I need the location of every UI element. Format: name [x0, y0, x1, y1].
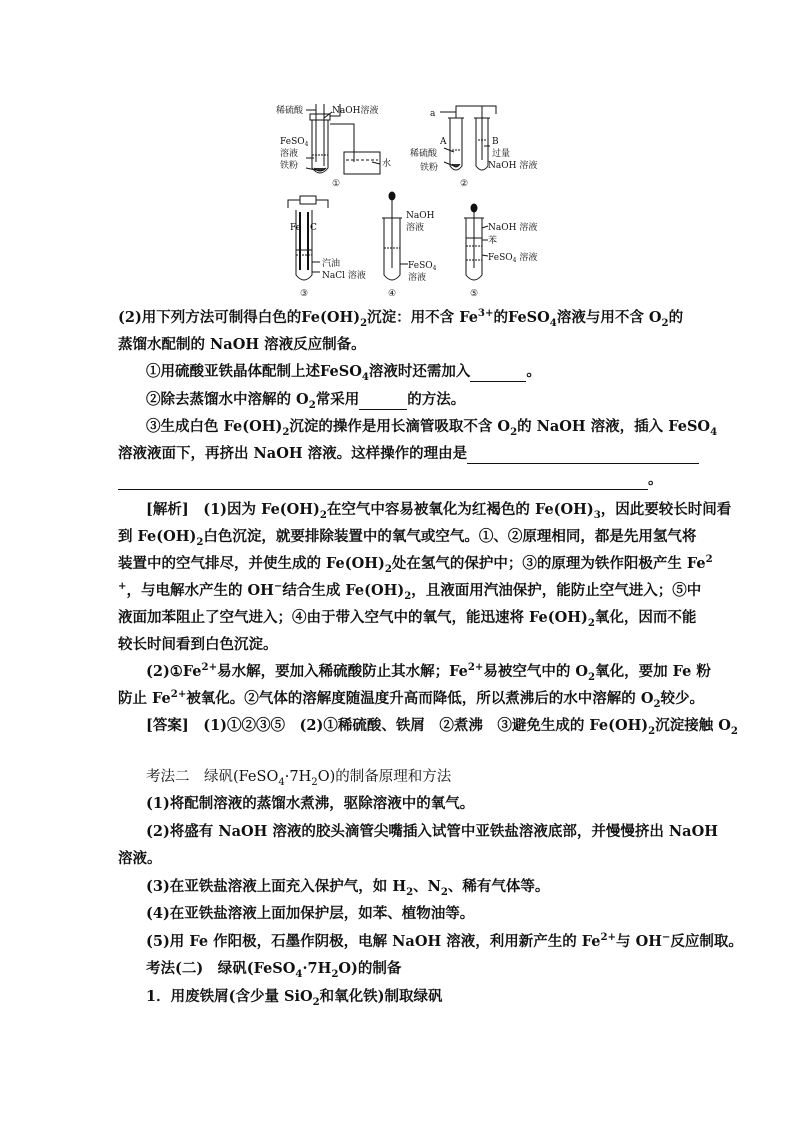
- analysis-line-1: [解析] (1)因为 $Fe(OH)_2$在空气中容易被氧化为红褐色的 $Fe(OH)_3$，因此要较长时间看: [146, 501, 732, 521]
- fig-label: ⑤: [470, 289, 479, 299]
- fig-label: 苯: [488, 236, 498, 246]
- answer-blank[interactable]: [118, 473, 648, 490]
- method-item-2-cont: 溶液。: [118, 850, 162, 867]
- method-item-5: (5)用 Fe 作阳极，石墨作阴极，电解 NaOH 溶液，利用新产生的 $Fe^{2+}$与 OH−反应制取。: [146, 931, 743, 950]
- analysis-line-7: $(2)①Fe^{2+}$易水解，要加入稀硫酸防止其水解；$Fe^{2+}$易被空气中的 $O_2$氧化，要加 Fe 粉: [146, 661, 711, 683]
- fig-label: NaOH: [406, 211, 435, 221]
- answer-blank[interactable]: [467, 447, 699, 464]
- fig-label: B: [492, 137, 499, 147]
- method-item-2: (2)将盛有 NaOH 溶液的胶头滴管尖嘴插入试管中亚铁盐溶液底部，并慢慢挤出 NaOH: [146, 823, 718, 840]
- fig-label: 过量: [492, 149, 511, 159]
- fig-label: C: [310, 223, 317, 233]
- subsection-heading: 考法(二) 绿矾$(FeSO_4\cdot 7H_2O)$的制备: [146, 960, 402, 980]
- analysis-line-2: 到 $Fe(OH)_2$白色沉淀，就要排除装置中的氧气或空气。①、②原理相同，都是先用氢气将: [118, 528, 697, 548]
- fig-label: a: [430, 109, 436, 119]
- fig-label: FeSO$_4$: [280, 137, 309, 148]
- fig-label: 溶液: [280, 149, 299, 159]
- q2-sub-3: ③生成白色 $Fe(OH)_2$沉淀的操作是用长滴管吸取不含 $O_2$的 NaOH 溶液，插入 FeSO$_4$: [146, 418, 718, 438]
- fig-label: 水: [382, 159, 392, 169]
- fig-label: ④: [388, 289, 397, 299]
- fig-label: 溶液: [408, 273, 427, 283]
- answer-blank[interactable]: [359, 393, 407, 410]
- fig-label: 稀硫酸: [276, 106, 304, 116]
- analysis-line-6: 较长时间看到白色沉淀。: [118, 636, 278, 653]
- answer-line: [答案] (1)①②③⑤ (2)①稀硫酸、铁屑 ②煮沸 ③避免生成的 $Fe(OH)_2$沉淀接触 $O_2$: [146, 717, 738, 737]
- fig-label: 铁粉: [420, 163, 439, 173]
- analysis-line-8: 防止 $Fe^{2+}$被氧化。②气体的溶解度随温度升高而降低，所以煮沸后的水中溶解的 $O_2$较少。: [118, 688, 705, 710]
- fig-label: ①: [332, 179, 341, 189]
- method-item-3: (3)在亚铁盐溶液上面充入保护气，如 $H_2$、$N_2$、稀有气体等。: [146, 878, 550, 898]
- fig-label: FeSO$_4$ 溶液: [488, 253, 538, 264]
- q2-sub-1: ①用硫酸亚铁晶体配制上述FeSO$_4$溶液时还需加入 。: [146, 363, 541, 383]
- subsection-item-1: 1．用废铁屑(含少量 SiO$_2$和氧化铁)制取绿矾: [146, 988, 443, 1008]
- apparatus-5: [464, 204, 484, 280]
- fig-label: NaCl 溶液: [322, 271, 366, 281]
- section-heading: 考法二 绿矾$(FeSO_4\cdot 7H_2O)$的制备原理和方法: [146, 769, 452, 788]
- method-item-1: (1)将配制溶液的蒸馏水煮沸，驱除溶液中的氧气。: [146, 795, 475, 812]
- fig-label: 汽油: [322, 259, 341, 269]
- apparatus-figure: [270, 100, 538, 300]
- analysis-line-3: 装置中的空气排尽，并使生成的 $Fe(OH)_2$处在氢气的保护中；③的原理为铁作阳极产生 Fe$^2$: [118, 553, 713, 575]
- q2-sub-3-cont2: 。: [118, 470, 678, 490]
- q2-line-2: 蒸馏水配制的 NaOH 溶液反应制备。: [118, 336, 366, 353]
- fig-label: NaOH溶液: [332, 106, 379, 116]
- fig-label: NaOH 溶液: [488, 223, 538, 233]
- fig-label: 铁粉: [280, 161, 299, 171]
- q2-line-1: (2)用下列方法可制得白色的$Fe(OH)_2$沉淀：用不含 $Fe^{3+}$的FeSO$_4$溶液与用不含 $O_2$的: [118, 307, 684, 329]
- fig-label: ③: [300, 289, 309, 299]
- apparatus-diagrams: [270, 100, 538, 300]
- fig-label: ②: [460, 179, 469, 189]
- apparatus-4: [382, 192, 402, 280]
- fig-label: FeSO$_4$: [408, 261, 437, 272]
- fig-label: NaOH 溶液: [488, 161, 538, 171]
- fig-label: Fe: [290, 223, 302, 233]
- analysis-line-4: +，与电解水产生的 OH−结合生成 $Fe(OH)_2$，且液面用汽油保护，能防止空气进入；⑤中: [118, 580, 702, 602]
- answer-blank[interactable]: [470, 365, 526, 382]
- analysis-line-5: 液面加苯阻止了空气进入；④由于带入空气中的氧气，能迅速将 $Fe(OH)_2$氧化，因而不能: [118, 609, 697, 629]
- fig-label: 溶液: [406, 223, 425, 233]
- fig-label: 稀硫酸: [410, 149, 438, 159]
- q2-sub-3-cont: 溶液液面下，再挤出 NaOH 溶液。这样操作的理由是: [118, 444, 678, 464]
- fig-label: A: [440, 137, 447, 147]
- method-item-4: (4)在亚铁盐溶液上面加保护层，如苯、植物油等。: [146, 905, 475, 922]
- q2-sub-2: ②除去蒸馏水中溶解的 $O_2$常采用 的方法。: [146, 391, 466, 411]
